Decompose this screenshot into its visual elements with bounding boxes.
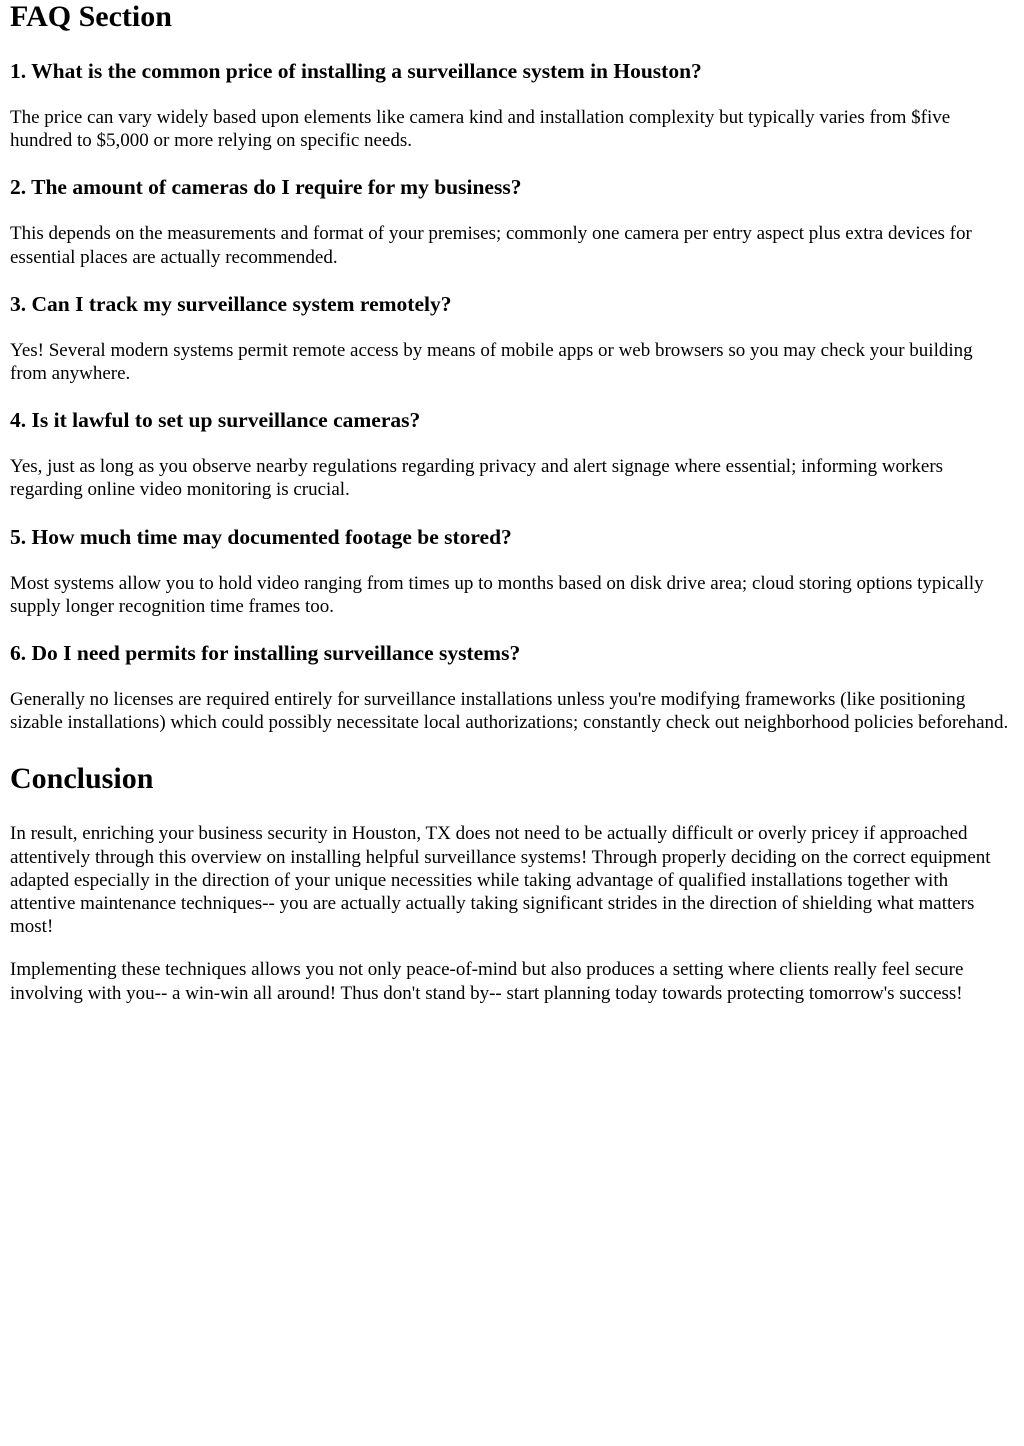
faq-answer: Yes! Several modern systems permit remote access by means of mobile apps or web browsers so you may check your building from anywhere.	[10, 339, 973, 385]
faq-question: 6. Do I need permits for installing surveillance systems?	[10, 641, 521, 666]
faq-item	[10, 58, 1014, 152]
conclusion-heading: Conclusion	[10, 762, 154, 796]
faq-answer: This depends on the measurements and format of your premises; commonly one camera per entry aspect plus extra devices for essential places are actually recommended.	[10, 223, 972, 268]
faq-section	[10, 0, 1014, 734]
faq-question: 4. Is it lawful to set up surveillance cameras?	[10, 408, 421, 433]
faq-question: 5. How much time may documented footage be stored?	[10, 524, 512, 549]
faq-question: 3. Can I track my surveillance system remotely?	[10, 291, 452, 316]
faq-answer: Most systems allow you to hold video ranging from times up to months based on disk drive area; cloud storing options typically supply longer recognition time frames too.	[10, 572, 984, 617]
faq-item	[10, 524, 1014, 618]
faq-question: 2. The amount of cameras do I require for my business?	[10, 175, 522, 200]
faq-heading: FAQ Section	[10, 0, 172, 33]
conclusion-paragraph: In result, enriching your business security in Houston, TX does not need to be actually difficult or overly pricey if approached attentively through this overview on installing helpful surveillance systems! Through properly deciding on the correct equipment adapted especially in the direction of your unique necessities while taking advantage of qualified installations together with attentive maintenance techniques-- you are actually actually taking significant strides in the direction of shielding what matters most!	[10, 823, 991, 938]
faq-answer: Yes, just as long as you observe nearby regulations regarding privacy and alert signage where essential; informing workers regarding online video monitoring is crucial.	[10, 456, 944, 501]
conclusion-paragraph: Implementing these techniques allows you not only peace-of-mind but also produces a setting where clients really feel secure involving with you-- a win-win all around! Thus don't stand by-- start planning today towards protecting tomorrow's success!	[10, 959, 964, 1004]
faq-answer: The price can vary widely based upon elements like camera kind and installation complexity but typically varies from $five hundred to $5,000 or more relying on specific needs.	[10, 107, 951, 152]
conclusion-section	[10, 762, 1014, 1004]
faq-question: 1. What is the common price of installing a surveillance system in Houston?	[10, 59, 702, 83]
faq-item	[10, 640, 1014, 734]
faq-answer: Generally no licenses are required entirely for surveillance installations unless you're modifying frameworks (like positioning sizable installations) which could possibly necessitate local authorizations; constantly check out neighborhood policies beforehand.	[10, 689, 1009, 734]
faq-item	[10, 291, 1014, 385]
faq-item	[10, 407, 1014, 501]
faq-item	[10, 174, 1014, 268]
